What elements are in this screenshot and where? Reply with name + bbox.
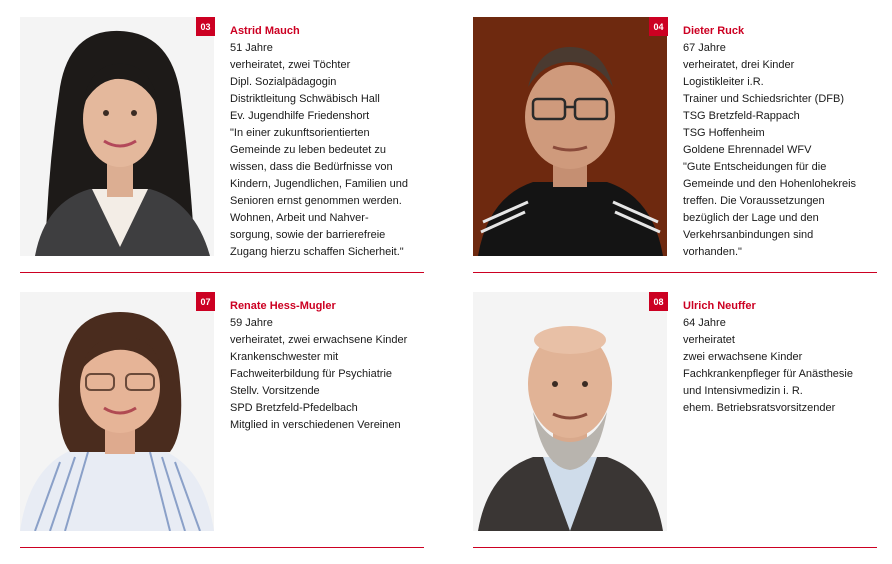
candidate-detail: Mitglied in verschiedenen Vereinen bbox=[230, 419, 401, 431]
candidate-detail: TSG Hoffenheim bbox=[683, 127, 765, 139]
candidate-info bbox=[230, 23, 430, 261]
candidate-info bbox=[230, 298, 430, 434]
candidate-quote-line: vorhanden." bbox=[683, 246, 742, 258]
candidate-detail: und Intensivmedizin i. R. bbox=[683, 385, 803, 397]
candidate-family: verheiratet, zwei Töchter bbox=[230, 59, 351, 71]
candidate-detail: SPD Bretzfeld-Pfedelbach bbox=[230, 402, 358, 414]
candidate-age: 64 Jahre bbox=[683, 317, 726, 329]
candidate-family: verheiratet, zwei erwachsene Kinder bbox=[230, 334, 408, 346]
candidate-photo bbox=[473, 292, 667, 531]
candidate-age: 67 Jahre bbox=[683, 42, 726, 54]
candidate-name: Ulrich Neuffer bbox=[683, 300, 756, 312]
candidate-detail: zwei erwachsene Kinder bbox=[683, 351, 803, 363]
candidate-number-badge: 03 bbox=[196, 17, 215, 36]
candidate-quote-line: wissen, dass die Bedürfnisse von bbox=[230, 161, 393, 173]
candidate-age: 51 Jahre bbox=[230, 42, 273, 54]
section-divider bbox=[20, 272, 424, 273]
section-divider bbox=[473, 272, 877, 273]
candidate-quote-line: Zugang hierzu schaffen Sicherheit." bbox=[230, 246, 404, 258]
candidate-age: 59 Jahre bbox=[230, 317, 273, 329]
candidate-photo bbox=[473, 17, 667, 256]
candidate-detail: Trainer und Schiedsrichter (DFB) bbox=[683, 93, 844, 105]
candidate-detail: TSG Bretzfeld-Rappach bbox=[683, 110, 800, 122]
candidate-card-08 bbox=[473, 292, 877, 550]
section-divider bbox=[473, 547, 877, 548]
candidate-family: verheiratet, drei Kinder bbox=[683, 59, 795, 71]
candidate-detail: Dipl. Sozialpädagogin bbox=[230, 76, 337, 88]
candidate-name: Astrid Mauch bbox=[230, 25, 300, 37]
candidate-detail: Logistikleiter i.R. bbox=[683, 76, 764, 88]
candidate-detail: Krankenschwester mit bbox=[230, 351, 339, 363]
candidate-quote-line: Verkehrsanbindungen sind bbox=[683, 229, 814, 241]
candidate-quote-line: sorgung, sowie der barrierefreie bbox=[230, 229, 386, 241]
candidate-quote-line: Gemeinde zu leben bedeutet zu bbox=[230, 144, 386, 156]
candidate-card-03 bbox=[20, 17, 424, 275]
candidate-quote-line: Wohnen, Arbeit und Nahver- bbox=[230, 212, 369, 224]
candidate-card-07 bbox=[20, 292, 424, 550]
candidate-detail: Stellv. Vorsitzende bbox=[230, 385, 320, 397]
candidate-quote-line: Kindern, Jugendlichen, Familien und bbox=[230, 178, 408, 190]
candidate-detail: Ev. Jugendhilfe Friedenshort bbox=[230, 110, 370, 122]
candidate-detail: Distriktleitung Schwäbisch Hall bbox=[230, 93, 380, 105]
candidate-detail: ehem. Betriebsratsvorsitzender bbox=[683, 402, 836, 414]
candidate-photo bbox=[20, 17, 214, 256]
section-divider bbox=[20, 547, 424, 548]
candidate-detail: Goldene Ehrennadel WFV bbox=[683, 144, 812, 156]
candidate-name: Renate Hess-Mugler bbox=[230, 300, 336, 312]
candidate-card-04 bbox=[473, 17, 877, 275]
candidate-detail: Fachweiterbildung für Psychiatrie bbox=[230, 368, 393, 380]
candidate-quote-line: "In einer zukunftsorientierten bbox=[230, 127, 370, 139]
candidate-quote-line: treffen. Die Voraussetzungen bbox=[683, 195, 825, 207]
candidate-quote-line: bezüglich der Lage und den bbox=[683, 212, 819, 224]
candidate-detail: Fachkrankenpfleger für Anästhesie bbox=[683, 368, 853, 380]
candidate-name: Dieter Ruck bbox=[683, 25, 745, 37]
candidate-info bbox=[683, 298, 883, 417]
candidate-info bbox=[683, 23, 883, 261]
candidate-quote-line: Senioren ernst genommen werden. bbox=[230, 195, 402, 207]
candidate-number-badge: 08 bbox=[649, 292, 668, 311]
candidate-quote-line: "Gute Entscheidungen für die bbox=[683, 161, 827, 173]
candidate-number-badge: 04 bbox=[649, 17, 668, 36]
candidate-number-badge: 07 bbox=[196, 292, 215, 311]
candidate-family: verheiratet bbox=[683, 334, 735, 346]
candidate-photo bbox=[20, 292, 214, 531]
candidate-quote-line: Gemeinde und den Hohenlohekreis bbox=[683, 178, 857, 190]
